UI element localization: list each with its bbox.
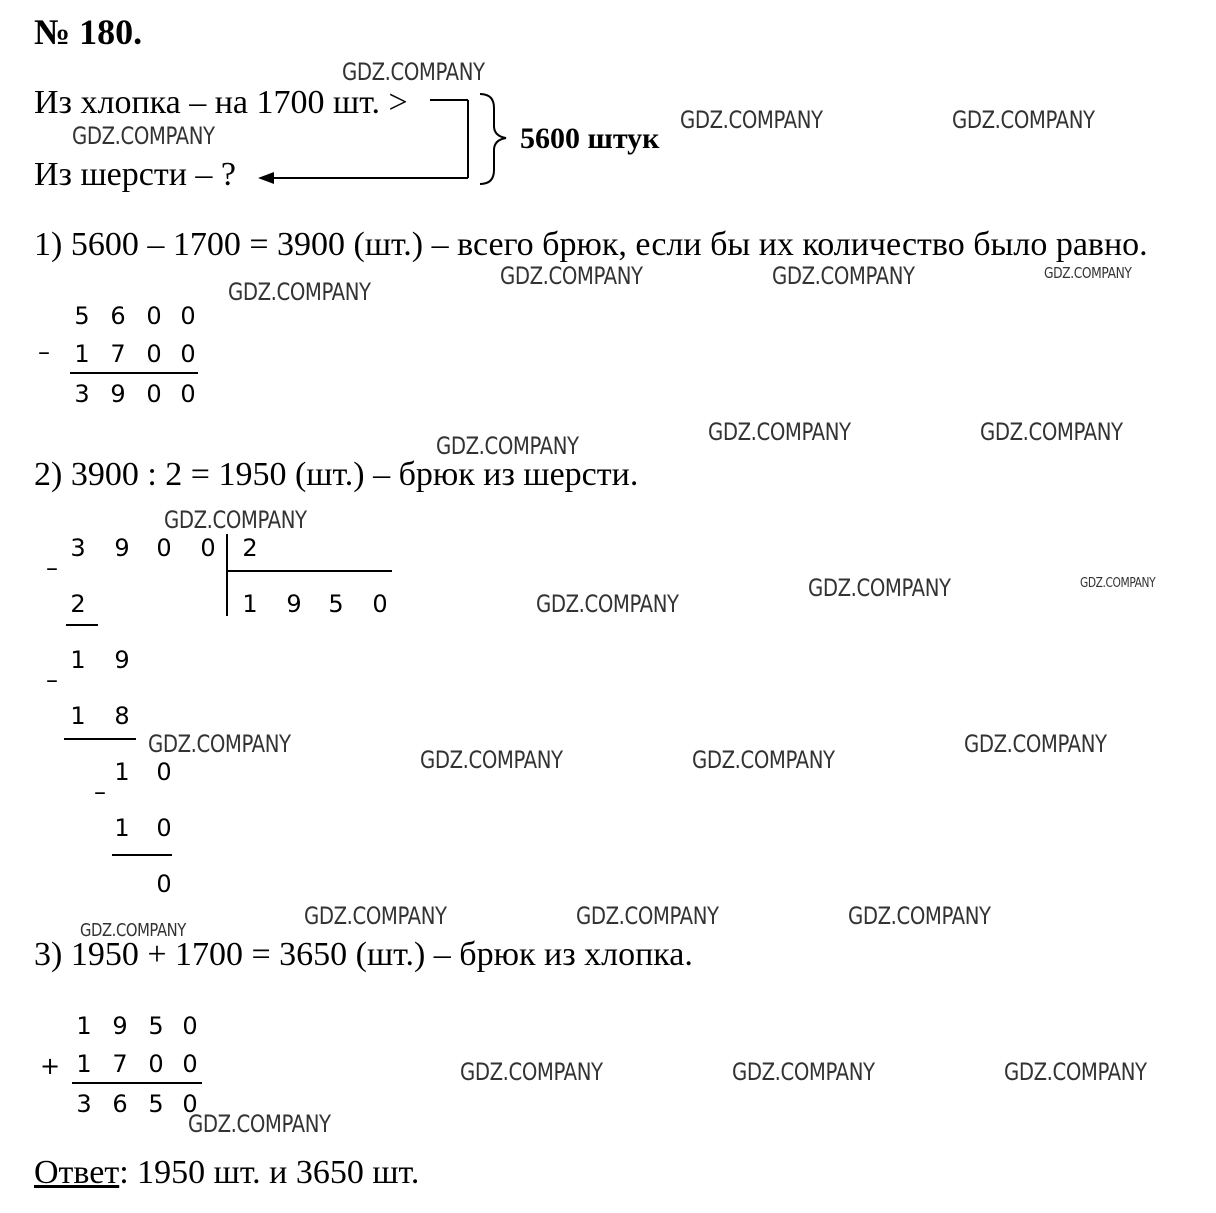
digit: 3 — [70, 534, 86, 562]
watermark: GDZ.COMPANY — [1044, 264, 1132, 282]
quotient-line — [226, 570, 392, 572]
digit: 0 — [148, 1050, 164, 1078]
digit: 6 — [110, 302, 126, 330]
answer-line — [34, 1156, 419, 1190]
digit: 9 — [110, 380, 126, 408]
answer-label: Ответ — [34, 1154, 120, 1191]
digit: 3 — [76, 1090, 92, 1118]
watermark: GDZ.COMPANY — [692, 746, 835, 774]
step-2: 2) 3900 : 2 = 1950 (шт.) – брюк из шерсти. — [34, 456, 639, 493]
divisor: 2 — [242, 534, 258, 562]
watermark: GDZ.COMPANY — [772, 262, 915, 290]
digit: 0 — [182, 1012, 198, 1040]
answer-text: : 1950 шт. и 3650 шт. — [119, 1154, 420, 1191]
watermark: GDZ.COMPANY — [1080, 576, 1156, 591]
digit: 0 — [200, 534, 216, 562]
digit: 1 — [242, 590, 258, 618]
digit: 2 — [70, 590, 86, 618]
step-3: 3) 1950 + 1700 = 3650 (шт.) – брюк из хлопка. — [34, 936, 693, 973]
step-line — [66, 624, 98, 626]
watermark: GDZ.COMPANY — [148, 730, 291, 758]
plus-sign: + — [40, 1052, 61, 1080]
digit: 0 — [180, 380, 196, 408]
digit: 9 — [112, 1012, 128, 1040]
watermark: GDZ.COMPANY — [80, 920, 186, 941]
digit: 7 — [110, 340, 126, 368]
condition-total: 5600 штук — [520, 122, 660, 155]
digit: 0 — [372, 590, 388, 618]
digit: 6 — [112, 1090, 128, 1118]
digit: 5 — [148, 1090, 164, 1118]
digit: 0 — [156, 870, 172, 898]
digit: 0 — [156, 758, 172, 786]
condition-line-wool: Из шерсти – ? — [34, 156, 236, 193]
watermark: GDZ.COMPANY — [708, 418, 851, 446]
watermark: GDZ.COMPANY — [1004, 1058, 1147, 1086]
digit: 0 — [182, 1090, 198, 1118]
watermark: GDZ.COMPANY — [188, 1110, 331, 1138]
digit: 1 — [114, 758, 130, 786]
minus-sign: – — [46, 554, 58, 582]
watermark: GDZ.COMPANY — [164, 506, 307, 534]
watermark: GDZ.COMPANY — [420, 746, 563, 774]
digit: 1 — [70, 702, 86, 730]
digit: 8 — [114, 702, 130, 730]
watermark: GDZ.COMPANY — [964, 730, 1107, 758]
digit: 0 — [146, 302, 162, 330]
watermark: GDZ.COMPANY — [72, 122, 215, 150]
watermark: GDZ.COMPANY — [980, 418, 1123, 446]
condition-line-cotton: Из хлопка – на 1700 шт. > — [34, 84, 408, 121]
digit: 0 — [146, 380, 162, 408]
watermark: GDZ.COMPANY — [680, 106, 823, 134]
digit: 1 — [76, 1050, 92, 1078]
watermark: GDZ.COMPANY — [342, 58, 485, 86]
digit: 0 — [182, 1050, 198, 1078]
minus-sign: – — [38, 338, 50, 366]
watermark: GDZ.COMPANY — [732, 1058, 875, 1086]
digit: 1 — [76, 1012, 92, 1040]
digit: 0 — [180, 302, 196, 330]
digit: 0 — [180, 340, 196, 368]
watermark: GDZ.COMPANY — [500, 262, 643, 290]
digit: 9 — [114, 646, 130, 674]
watermark: GDZ.COMPANY — [228, 278, 371, 306]
watermark: GDZ.COMPANY — [848, 902, 991, 930]
result-line — [70, 372, 198, 374]
division-bar — [226, 534, 228, 616]
step-line — [112, 854, 172, 856]
digit: 0 — [156, 534, 172, 562]
result-line — [72, 1082, 202, 1084]
minus-sign: – — [94, 778, 106, 806]
digit: 5 — [74, 302, 90, 330]
step-1: 1) 5600 – 1700 = 3900 (шт.) – всего брюк, если бы их количество было равно. — [34, 226, 1148, 263]
watermark: GDZ.COMPANY — [304, 902, 447, 930]
step-line — [64, 738, 136, 740]
digit: 3 — [74, 380, 90, 408]
digit: 0 — [146, 340, 162, 368]
digit: 9 — [286, 590, 302, 618]
problem-number: № 180. — [34, 12, 143, 52]
digit: 9 — [114, 534, 130, 562]
digit: 0 — [156, 814, 172, 842]
watermark: GDZ.COMPANY — [808, 574, 951, 602]
digit: 1 — [70, 646, 86, 674]
watermark: GDZ.COMPANY — [536, 590, 679, 618]
watermark: GDZ.COMPANY — [436, 432, 579, 460]
digit: 1 — [114, 814, 130, 842]
digit: 7 — [112, 1050, 128, 1078]
digit: 5 — [328, 590, 344, 618]
watermark: GDZ.COMPANY — [952, 106, 1095, 134]
digit: 5 — [148, 1012, 164, 1040]
watermark: GDZ.COMPANY — [460, 1058, 603, 1086]
watermark: GDZ.COMPANY — [576, 902, 719, 930]
digit: 1 — [74, 340, 90, 368]
minus-sign: – — [46, 666, 58, 694]
